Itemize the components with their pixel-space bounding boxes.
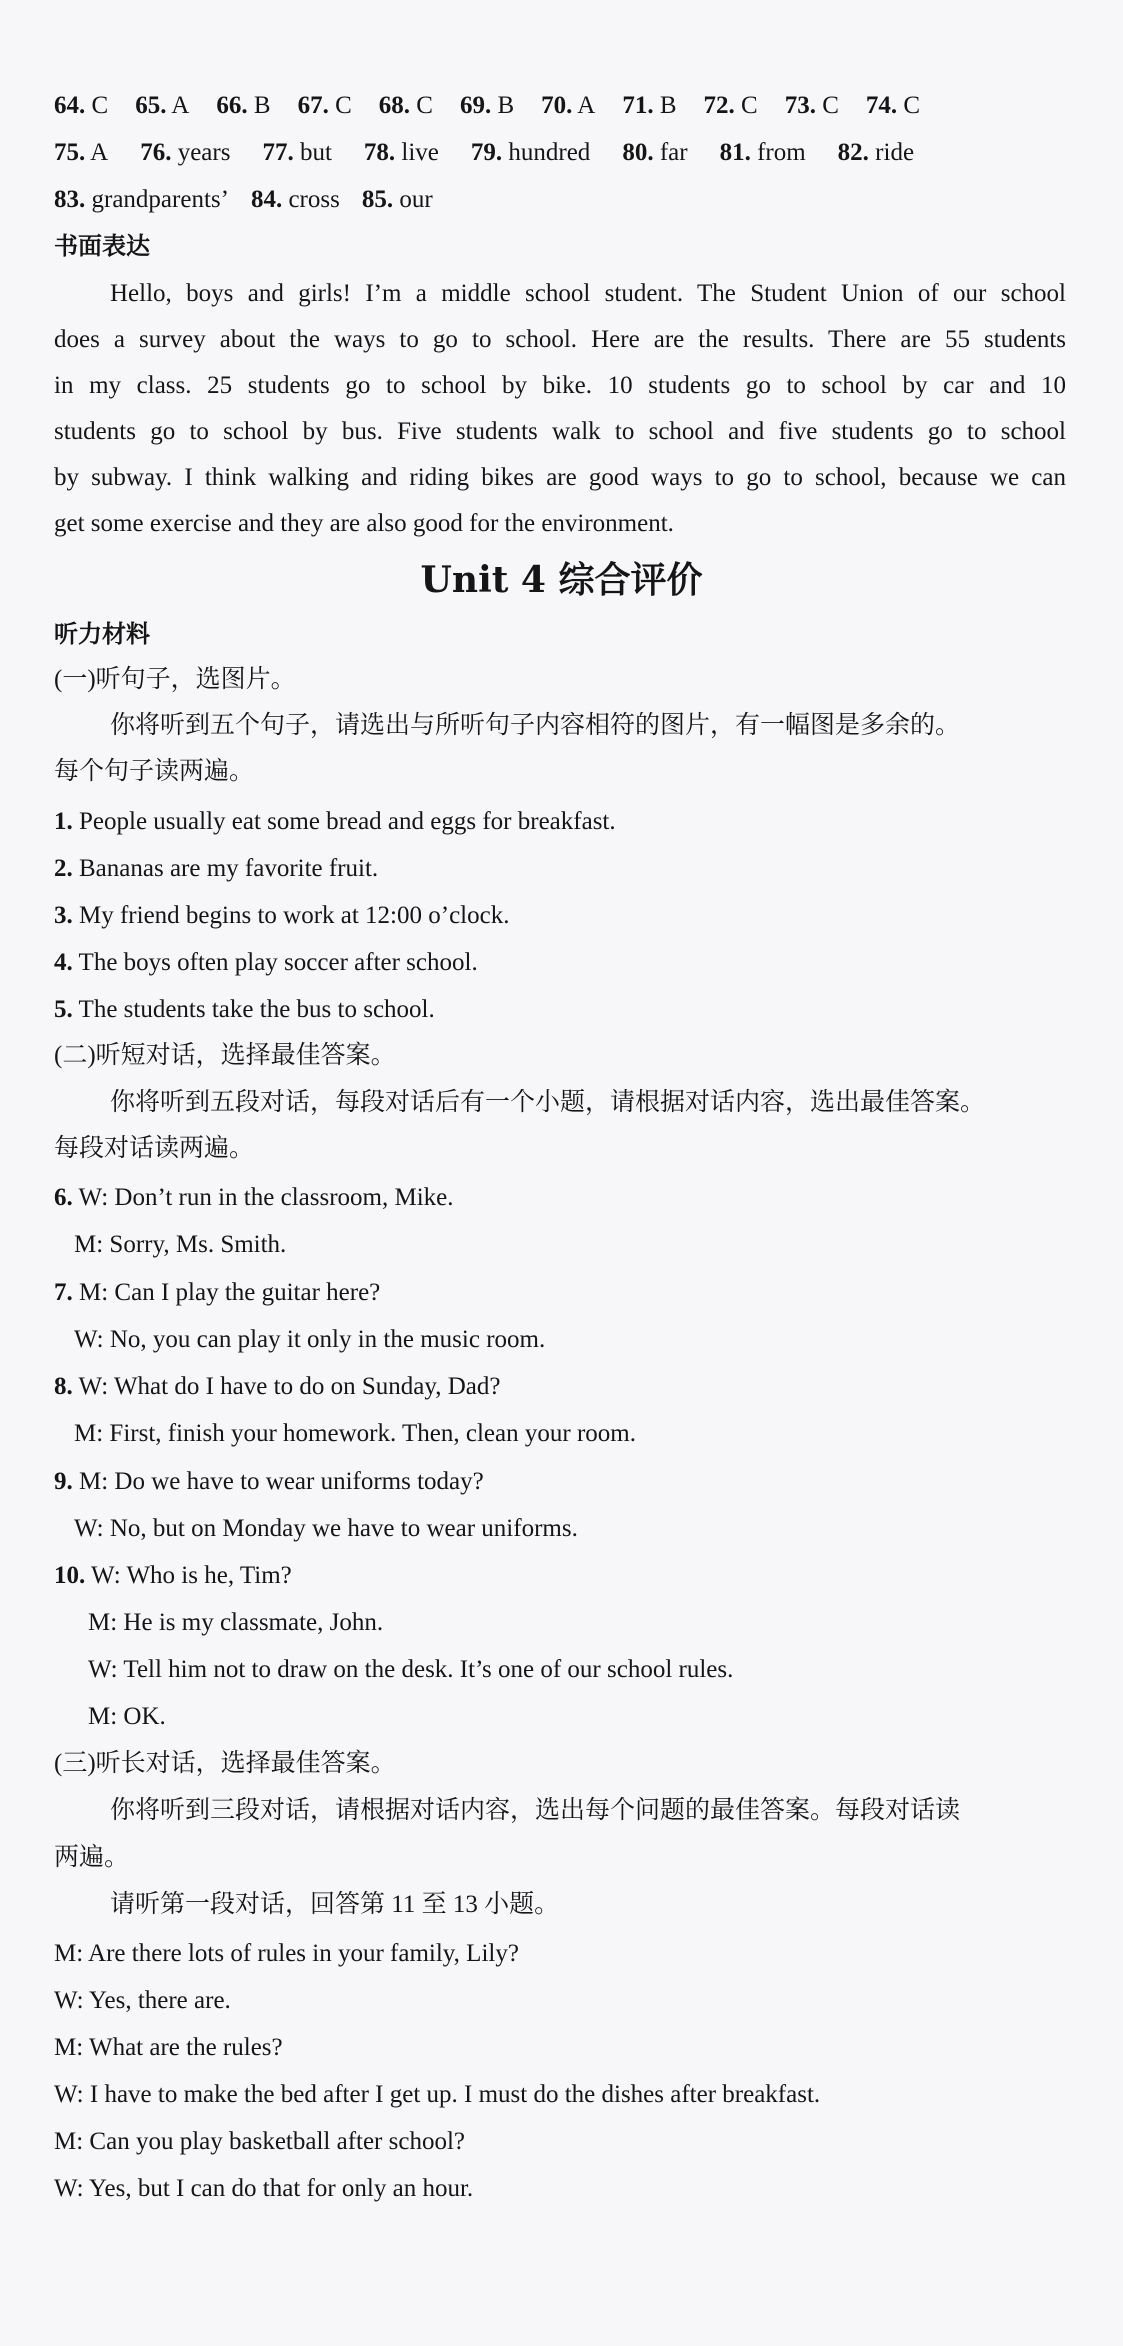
answer-item — [251, 184, 340, 216]
dialogue-text: W: What do I have to do on Sunday, Dad? — [72, 1373, 501, 1400]
item-text: Bananas are my favorite fruit. — [72, 855, 379, 882]
answer-value: our — [393, 186, 433, 213]
answer-number: 75. — [54, 139, 86, 166]
answer-item — [838, 137, 914, 169]
writing-line: Hello, boys and girls! I’m a middle school student. The Student Union of our school — [110, 280, 1066, 307]
answer-item — [216, 90, 270, 122]
answer-value: hundred — [502, 139, 591, 166]
dialogue-text: M: Can I play the guitar here? — [72, 1279, 381, 1306]
answer-item — [298, 90, 352, 122]
item-number: 8. — [54, 1373, 73, 1400]
part3-instruction: 你将听到三段对话，请根据对话内容，选出每个问题的最佳答案。每段对话读 — [110, 1797, 961, 1824]
answer-value: cross — [282, 186, 340, 213]
dialogue-line: M: OK. — [88, 1703, 166, 1730]
dialogue-line: M: Are there lots of rules in your family, Lily? — [54, 1940, 519, 1967]
dialogue-line: M: Sorry, Ms. Smith. — [74, 1231, 287, 1258]
answer-item — [54, 90, 108, 122]
sentence-item — [54, 806, 616, 838]
answer-value: grandparents’ — [85, 186, 229, 213]
dialogue-text: M: Do we have to wear uniforms today? — [72, 1468, 484, 1495]
dialogue-line: W: I have to make the bed after I get up. I must do the dishes after breakfast. — [54, 2081, 821, 2108]
dialogue-line: W: No, but on Monday we have to wear uniforms. — [74, 1515, 578, 1542]
answer-value: A — [572, 92, 596, 119]
part2-instruction: 每段对话读两遍。 — [54, 1135, 255, 1162]
dialogue-line: W: No, you can play it only in the music room. — [74, 1326, 546, 1353]
item-number: 3. — [54, 902, 73, 929]
dialogue-line — [54, 1277, 380, 1309]
answer-item — [262, 137, 331, 169]
dialogue-line: M: First, finish your homework. Then, clean your room. — [74, 1420, 636, 1447]
answer-value: C — [410, 92, 433, 119]
answer-number: 85. — [361, 186, 394, 213]
item-number: 9. — [54, 1468, 73, 1495]
writing-line: in my class. 25 students go to school by bike. 10 students go to school by car and 10 — [54, 372, 1066, 399]
answer-number: 64. — [54, 92, 86, 119]
answer-number: 69. — [459, 92, 492, 119]
answer-number: 68. — [378, 92, 410, 119]
writing-line: students go to school by bus. Five students walk to school and five students go to school — [54, 418, 1066, 445]
answer-number: 83. — [54, 186, 86, 213]
answer-item — [622, 90, 676, 122]
sentence-item — [54, 947, 478, 979]
answer-item — [140, 137, 230, 169]
sentence-item — [54, 994, 435, 1026]
answer-item — [364, 137, 439, 169]
part3-subheading: 请听第一段对话，回答第 11 至 13 小题。 — [110, 1891, 560, 1918]
answer-value: ride — [868, 139, 915, 166]
dialogue-line — [54, 1371, 500, 1403]
answer-item — [362, 184, 433, 216]
answer-number: 74. — [865, 92, 898, 119]
part2-title: (二)听短对话，选择最佳答案。 — [54, 1042, 396, 1069]
answer-value: B — [653, 92, 677, 119]
writing-line: get some exercise and they are also good for the environment. — [54, 510, 674, 537]
dialogue-line: W: Yes, there are. — [54, 1987, 231, 2014]
part1-instruction: 每个句子读两遍。 — [54, 758, 255, 785]
item-number: 1. — [54, 808, 73, 835]
item-number: 5. — [54, 996, 73, 1023]
item-number: 2. — [54, 855, 73, 882]
dialogue-text: W: Who is he, Tim? — [85, 1562, 292, 1589]
dialogue-line: W: Yes, but I can do that for only an hour. — [54, 2175, 474, 2202]
dialogue-line: M: Can you play basketball after school? — [54, 2128, 465, 2155]
part3-title: (三)听长对话，选择最佳答案。 — [54, 1750, 396, 1777]
item-number: 7. — [54, 1279, 73, 1306]
answer-number: 71. — [622, 92, 654, 119]
answer-number: 82. — [837, 139, 869, 166]
part3-instruction: 两遍。 — [54, 1844, 130, 1871]
answer-value: C — [328, 92, 352, 119]
dialogue-text: W: Don’t run in the classroom, Mike. — [72, 1184, 454, 1211]
answer-number: 65. — [135, 92, 167, 119]
answer-number: 78. — [363, 139, 396, 166]
answer-value: C — [897, 92, 921, 119]
answer-value: C — [734, 92, 758, 119]
answer-item — [704, 90, 758, 122]
answer-item — [622, 137, 687, 169]
unit-title: Unit 4 综合评价 — [420, 559, 703, 601]
answer-item — [379, 90, 433, 122]
sentence-item — [54, 900, 509, 932]
answer-value: A — [166, 92, 190, 119]
answer-item — [135, 90, 189, 122]
part1-instruction: 你将听到五个句子，请选出与所听句子内容相符的图片，有一幅图是多余的。 — [110, 712, 961, 739]
answer-number: 73. — [784, 92, 816, 119]
answer-number: 80. — [622, 139, 654, 166]
part1-title: (一)听句子，选图片。 — [54, 666, 296, 693]
item-number: 6. — [54, 1184, 73, 1211]
answer-value: but — [293, 139, 332, 166]
answer-value: B — [247, 92, 271, 119]
dialogue-line — [54, 1560, 292, 1592]
item-text: The boys often play soccer after school. — [72, 949, 478, 976]
answer-item — [541, 90, 595, 122]
answer-number: 81. — [719, 139, 751, 166]
dialogue-line: W: Tell him not to draw on the desk. It’s one of our school rules. — [88, 1656, 734, 1683]
answer-number: 72. — [703, 92, 735, 119]
answer-value: years — [171, 139, 231, 166]
dialogue-line: M: What are the rules? — [54, 2034, 283, 2061]
answer-item — [54, 137, 108, 169]
item-text: The students take the bus to school. — [72, 996, 435, 1023]
dialogue-line — [54, 1182, 454, 1214]
answer-value: far — [653, 139, 688, 166]
answer-value: A — [85, 139, 109, 166]
listening-heading: 听力材料 — [54, 620, 150, 648]
answer-number: 66. — [216, 92, 248, 119]
answer-value: live — [395, 139, 439, 166]
answer-item — [785, 90, 839, 122]
item-number: 10. — [54, 1562, 86, 1589]
answer-value: B — [491, 92, 515, 119]
answer-item — [720, 137, 806, 169]
answer-item — [460, 90, 514, 122]
answer-number: 77. — [262, 139, 294, 166]
answer-number: 79. — [470, 139, 503, 166]
item-text: People usually eat some bread and eggs for breakfast. — [72, 808, 616, 835]
dialogue-line: M: He is my classmate, John. — [88, 1609, 384, 1636]
answer-item — [471, 137, 590, 169]
item-number: 4. — [54, 949, 73, 976]
dialogue-line — [54, 1466, 484, 1498]
item-text: My friend begins to work at 12:00 o’clock. — [72, 902, 510, 929]
answer-number: 84. — [250, 186, 283, 213]
part2-instruction: 你将听到五段对话，每段对话后有一个小题，请根据对话内容，选出最佳答案。 — [110, 1089, 986, 1116]
answer-value: C — [85, 92, 109, 119]
answer-value: from — [750, 139, 806, 166]
answer-row-1 — [54, 90, 920, 122]
answer-row-2 — [54, 137, 914, 169]
sentence-item — [54, 853, 378, 885]
answer-number: 67. — [297, 92, 329, 119]
answer-item — [54, 184, 229, 216]
writing-line: by subway. I think walking and riding bikes are good ways to go to school, because we can — [54, 464, 1066, 491]
answer-item — [866, 90, 920, 122]
writing-line: does a survey about the ways to go to school. Here are the results. There are 55 students — [54, 326, 1066, 353]
answer-number: 70. — [541, 92, 573, 119]
answer-row-3 — [54, 184, 433, 216]
writing-heading: 书面表达 — [54, 232, 150, 260]
answer-value: C — [815, 92, 839, 119]
answer-number: 76. — [140, 139, 172, 166]
